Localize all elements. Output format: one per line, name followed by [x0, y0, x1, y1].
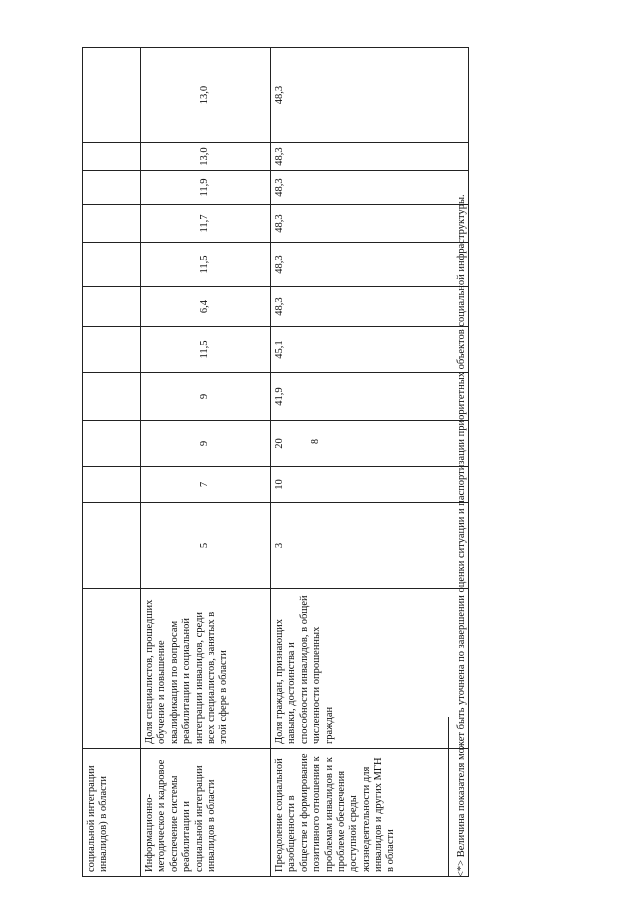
- cell-value: 48,3: [271, 171, 469, 205]
- cell-value: [83, 243, 141, 287]
- cell-value: 11,9: [141, 171, 271, 205]
- cell-value: [83, 373, 141, 421]
- table-row: [83, 48, 141, 877]
- cell-value: [83, 503, 141, 589]
- cell-indicator: Доля граждан, признающих навыки, достоинства и способности инвалидов, в общей численности опрошенных граждан: [271, 589, 469, 749]
- cell-direction: социальной интеграции инвалидов) в области: [83, 749, 141, 877]
- cell-value: [83, 287, 141, 327]
- cell-value: 13,0: [141, 143, 271, 171]
- cell-value: 11,5: [141, 327, 271, 373]
- table-row: [141, 48, 271, 877]
- footnote: [448, 52, 518, 877]
- cell-value: [83, 48, 141, 143]
- footnote-text: <*> Величина показателя может быть уточнена по завершении оценки ситуации и паспортизации приоритетных объектов социальной инфраструктуры.: [456, 194, 467, 877]
- cell-value: 48,3: [271, 143, 469, 171]
- cell-value: 48,3: [271, 205, 469, 243]
- cell-value: 48,3: [271, 243, 469, 287]
- rotated-table-area: [82, 52, 472, 877]
- cell-value: 20: [271, 421, 469, 467]
- cell-value: [83, 171, 141, 205]
- cell-value: [83, 143, 141, 171]
- cell-indicator: [83, 589, 141, 749]
- cell-value: 48,3: [271, 48, 469, 143]
- cell-value: [83, 467, 141, 503]
- cell-value: 10: [271, 467, 469, 503]
- cell-value: 6,4: [141, 287, 271, 327]
- indicators-table: [82, 47, 469, 877]
- cell-value: 7: [141, 467, 271, 503]
- cell-value: 9: [141, 421, 271, 467]
- cell-value: [83, 421, 141, 467]
- cell-value: [83, 327, 141, 373]
- footnote-divider: [448, 717, 449, 877]
- cell-value: 45,1: [271, 327, 469, 373]
- cell-value: 11,7: [141, 205, 271, 243]
- page-number: 8: [310, 439, 321, 444]
- cell-direction: Преодоление социальной разобщенности в обществе и формирование позитивного отношения к проблемам инвалидов и к проблеме обеспечения доступной среды жизнедеятельности для инвалидов и других МГН в области: [271, 749, 469, 877]
- cell-indicator: Доля специалистов, прошедших обучение и повышение квалификации по вопросам реабилитации и социальной интеграции инвалидов, среди всех специалистов, занятых в этой сфере в области: [141, 589, 271, 749]
- cell-value: 9: [141, 373, 271, 421]
- cell-value: 41,9: [271, 373, 469, 421]
- table-row: [271, 48, 469, 877]
- cell-value: 48,3: [271, 287, 469, 327]
- cell-value: 11,5: [141, 243, 271, 287]
- cell-value: 5: [141, 503, 271, 589]
- cell-value: 13,0: [141, 48, 271, 143]
- cell-value: [83, 205, 141, 243]
- cell-value: 3: [271, 503, 469, 589]
- cell-direction: Информационно-методическое и кадровое обеспечение системы реабилитации и социальной интеграции инвалидов в области: [141, 749, 271, 877]
